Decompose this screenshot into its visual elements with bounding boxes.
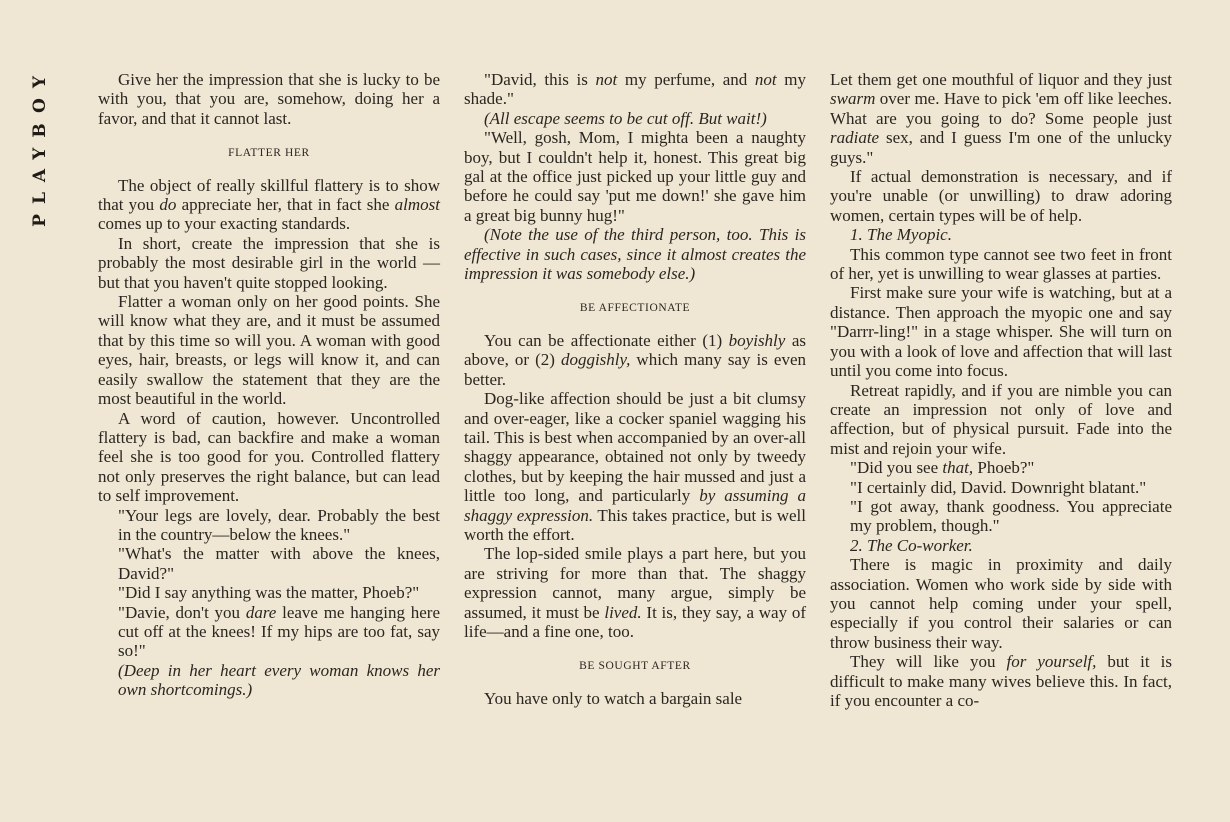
dialogue-line: "Did I say anything was the matter, Phoeb?" [118, 583, 420, 603]
paragraph: Give her the impression that she is lucky to be with you, that you are, somehow, doing her a favor, and that it cannot last. [98, 70, 440, 128]
paragraph: In short, create the impression that she is probably the most desirable girl in the world — but that you haven't quite stopped looking. [98, 233, 440, 292]
italic-aside: (Note the use of the third person, too. This is effective in such cases, since it almost creates the impression it was somebody else.) [464, 225, 806, 284]
paragraph: There is magic in proximity and daily association. Women who work side by side with you cannot help coming under your spell, especially if you control their salaries or can throw business their way. [830, 555, 1172, 652]
paragraph: You can be affectionate either (1) boyishly as above, or (2) doggishly, which many say is even better. [464, 330, 806, 389]
paragraph: Flatter a woman only on her good points. She will know what they are, and it must be assumed that by this time so will you. A woman with good eyes, hair, breasts, or legs will know it, and can easily swallow the statement that they are the most beautiful in the world. [98, 292, 440, 409]
dialogue-line: "Davie, don't you dare leave me hanging here cut off at the knees! If my hips are too fat, say so!" [118, 602, 440, 661]
paragraph: Retreat rapidly, and if you are nimble you can create an impression not only of love and affection, but of physical pursuit. Fade into the mist and rejoin your wife. [830, 380, 1172, 458]
article-column-1 [98, 70, 440, 700]
paragraph: They will like you for yourself, but it is difficult to make many wives believe this. In fact, if you encounter a co- [830, 652, 1172, 710]
italic-aside: (Deep in her heart every woman knows her own shortcomings.) [118, 660, 440, 700]
dialogue-line: Let them get one mouthful of liquor and they just swarm over me. Have to pick 'em off like leeches. What are you going to do? Some people just radiate sex, and I guess I'm one of the unlucky guys." [830, 70, 1172, 167]
paragraph: Dog-like affection should be just a bit clumsy and over-eager, like a cocker spaniel wagging his tail. This is best when accompanied by an over-all shaggy appearance, obtained not only by tweedy clothes, but by keeping the hair mussed and just a little too long, and particularly by assuming a shaggy expression. This takes practice, but is well worth the effort. [464, 389, 806, 544]
dialogue-line: "What's the matter with above the knees, David?" [118, 544, 440, 583]
paragraph: The lop-sided smile plays a part here, but you are striving for more than that. The shaggy expression cannot, many argue, simply be assumed, it must be lived. It is, they say, a way of life—and a fine one, too. [464, 544, 806, 641]
section-heading-be-affectionate: BE AFFECTIONATE [579, 302, 691, 315]
paragraph: You have only to watch a bargain sale [484, 688, 743, 708]
paragraph: If actual demonstration is necessary, and if you're unable (or unwilling) to draw adoring women, certain types will be of help. [830, 167, 1172, 225]
article-column-2 [464, 70, 806, 708]
section-heading-flatter-her: FLATTER HER [228, 147, 310, 160]
dialogue-line: "David, this is not my perfume, and not my shade." [464, 70, 806, 109]
subheading-co-worker: 2. The Co-worker. [850, 535, 973, 555]
section-heading-be-sought-after: BE SOUGHT AFTER [579, 660, 691, 673]
subheading-myopic: 1. The Myopic. [850, 225, 952, 245]
dialogue-line: "I certainly did, David. Downright blatant." [850, 477, 1147, 497]
italic-aside: (All escape seems to be cut off. But wait!) [484, 108, 767, 128]
dialogue-line: "Well, gosh, Mom, I mighta been a naughty boy, but I couldn't help it, honest. This great big gal at the office just picked up your little guy and before he could say 'put me down!' she gave him a great big bunny hug!" [464, 128, 806, 225]
dialogue-line: "Your legs are lovely, dear. Probably the best in the country—below the knees." [118, 505, 440, 544]
paragraph: First make sure your wife is watching, but at a distance. Then approach the myopic one and say "Darrr-ling!" in a stage whisper. She will turn on you with a look of love and affection that will last until you come into focus. [830, 283, 1172, 381]
paragraph: This common type cannot see two feet in front of her, yet is unwilling to wear glasses at parties. [830, 244, 1172, 284]
magazine-name-vertical: PLAYBOY [30, 66, 50, 227]
article-column-3 [830, 70, 1172, 710]
dialogue-line: "I got away, thank goodness. You appreciate my problem, though." [850, 496, 1172, 536]
paragraph: A word of caution, however. Uncontrolled flattery is bad, can backfire and make a woman feel she is too good for you. Controlled flattery not only preserves the right balance, but can lead to self improvement. [98, 408, 440, 506]
dialogue-line: "Did you see that, Phoeb?" [850, 458, 1035, 478]
paragraph: The object of really skillful flattery is to show that you do appreciate her, that in fact she almost comes up to your exacting standards. [98, 175, 440, 234]
